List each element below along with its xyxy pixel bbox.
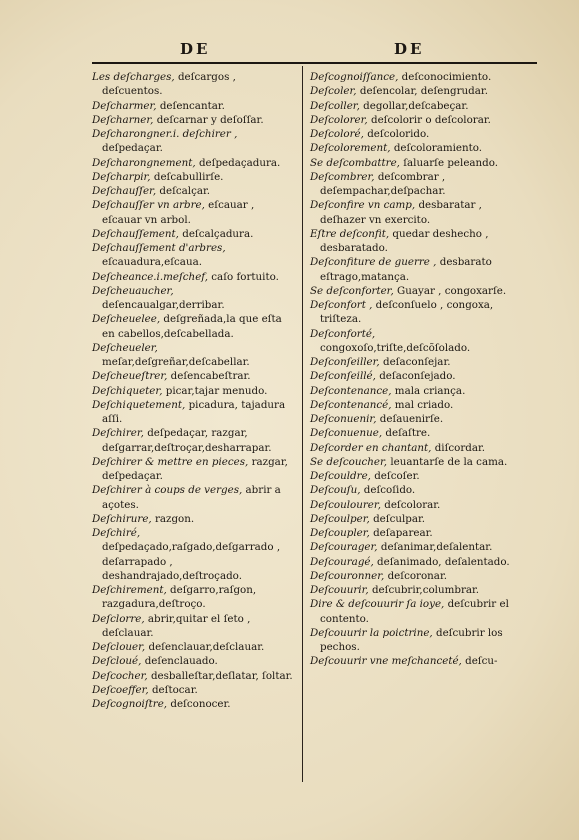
dictionary-entry bbox=[92, 384, 296, 398]
entry-translation: deſaſtre. bbox=[382, 427, 431, 440]
dictionary-entry bbox=[92, 526, 296, 583]
entry-translation: razgar, deſpedaçar. bbox=[102, 455, 288, 482]
entry-headword: Deſcocher, bbox=[92, 669, 148, 682]
dictionary-entry bbox=[310, 355, 514, 369]
entry-translation: mal criado. bbox=[391, 398, 454, 411]
entry-translation: deſgreñada,la que eſta en cabellos,deſcabellada. bbox=[102, 313, 282, 340]
entry-headword: Deſcolorer, bbox=[310, 113, 368, 126]
entry-translation: desballeſtar,deſlatar, ſoltar. bbox=[147, 669, 293, 682]
entry-translation: razgon. bbox=[151, 512, 195, 525]
dictionary-entry bbox=[310, 583, 514, 597]
dictionary-entry bbox=[92, 398, 296, 427]
entry-translation: abrir,quitar el ſeto , deſclauar. bbox=[102, 612, 251, 639]
entry-headword: Deſcouragé, bbox=[310, 555, 374, 568]
entry-headword: Deſconſeillé, bbox=[310, 370, 376, 383]
entry-translation: deſconocimiento. bbox=[398, 71, 492, 83]
entry-translation: deſencabeſtrar. bbox=[167, 370, 251, 383]
entry-translation: Guayar , congoxarſe. bbox=[393, 284, 507, 297]
dictionary-entry bbox=[310, 227, 514, 256]
dictionary-entry bbox=[310, 555, 514, 569]
entry-headword: Deſconuenue, bbox=[310, 427, 383, 440]
entry-headword: Deſchauſſer vn arbre, bbox=[92, 199, 205, 212]
entry-translation: picar,tajar menudo. bbox=[162, 384, 268, 397]
entry-translation: deſcalçadura. bbox=[178, 227, 254, 240]
entry-headword: Deſcheuelee, bbox=[92, 313, 161, 326]
dictionary-entry bbox=[92, 341, 296, 370]
entry-translation: abrir a açotes. bbox=[102, 484, 281, 511]
entry-translation: deſcargos , deſcuentos. bbox=[102, 71, 236, 98]
dictionary-entry bbox=[310, 540, 514, 554]
entry-headword: Deſcloué, bbox=[92, 655, 142, 668]
entry-translation: meſar,deſgreñar,deſcabellar. bbox=[102, 356, 250, 368]
entry-headword: Deſclorre, bbox=[92, 612, 145, 625]
entry-translation: deſencaualgar,derribar. bbox=[102, 299, 225, 311]
entry-translation: degollar,deſcabeçar. bbox=[359, 99, 469, 112]
dictionary-entry bbox=[310, 70, 514, 84]
entry-translation: deſpedaçadura. bbox=[195, 156, 281, 169]
entry-headword: Deſchiqueter, bbox=[92, 384, 163, 397]
entry-translation: deſenclauado. bbox=[141, 655, 218, 668]
entry-translation: deſcoronar. bbox=[384, 569, 448, 582]
entry-translation: eſcauar , eſcauar vn arbol. bbox=[102, 199, 255, 226]
dictionary-entry bbox=[92, 156, 296, 170]
entry-headword: Deſcharongnement, bbox=[92, 156, 196, 169]
entry-headword: Deſcouurir la poictrine, bbox=[310, 626, 433, 639]
entry-headword: Deſcoulper, bbox=[310, 512, 370, 525]
header-left: DE bbox=[180, 40, 211, 58]
entry-translation: deſcoſer. bbox=[370, 470, 420, 482]
entry-translation: desbarato eſtrago,matança. bbox=[320, 256, 492, 283]
left-column bbox=[92, 70, 296, 711]
entry-translation: deſaconſejar. bbox=[379, 356, 451, 368]
dictionary-entry bbox=[92, 612, 296, 641]
header-rule bbox=[92, 62, 537, 64]
entry-translation: diſcordar. bbox=[431, 441, 486, 454]
entry-headword: Dire & deſcouurir ſa ioye, bbox=[310, 598, 445, 611]
dictionary-entry bbox=[92, 455, 296, 484]
entry-headword: Deſchauſſement d'arbres, bbox=[92, 242, 226, 254]
entry-headword: Deſcheueler, bbox=[92, 341, 158, 354]
entry-headword: Deſcharongner.i. deſchirer , bbox=[92, 128, 238, 140]
entry-headword: Deſchiré, bbox=[92, 527, 141, 539]
entry-headword: Deſconfiture de guerre , bbox=[310, 256, 437, 269]
entry-translation: eſcauadura,eſcaua. bbox=[102, 256, 202, 269]
entry-translation: deſpedaçado,raſgado,deſgarrado , deſarrapado , deshandrajado,deſtroçado. bbox=[102, 541, 281, 582]
entry-headword: Deſchirer, bbox=[92, 427, 144, 440]
entry-headword: Deſclouer, bbox=[92, 641, 146, 653]
dictionary-entry bbox=[310, 284, 514, 298]
entry-headword: Deſconſeiller, bbox=[310, 356, 380, 368]
dictionary-entry bbox=[310, 198, 514, 227]
entry-translation: deſenclauar,deſclauar. bbox=[145, 641, 265, 653]
entry-translation: deſencantar. bbox=[156, 99, 225, 112]
entry-headword: Deſcheueſtrer, bbox=[92, 370, 168, 383]
entry-translation: deſcu- bbox=[461, 655, 498, 668]
dictionary-entry bbox=[92, 683, 296, 697]
dictionary-entry bbox=[92, 284, 296, 313]
dictionary-entry bbox=[310, 654, 514, 668]
entry-translation: deſcubrir los pechos. bbox=[320, 626, 503, 653]
dictionary-entry bbox=[310, 455, 514, 469]
dictionary-entry bbox=[92, 512, 296, 526]
entry-translation: deſcoloramiento. bbox=[390, 142, 483, 155]
dictionary-entry bbox=[92, 184, 296, 198]
dictionary-entry bbox=[310, 141, 514, 155]
dictionary-entry bbox=[310, 384, 514, 398]
entry-translation: deſanimado, deſalentado. bbox=[373, 555, 510, 568]
dictionary-entry bbox=[310, 597, 514, 626]
dictionary-entry bbox=[92, 99, 296, 113]
entry-translation: deſcolorido. bbox=[363, 128, 430, 140]
dictionary-entry bbox=[310, 84, 514, 98]
entry-headword: Se deſcoucher, bbox=[310, 455, 388, 468]
entry-headword: Deſcharmer, bbox=[92, 99, 157, 112]
entry-translation: deſcolorir o deſcolorar. bbox=[367, 113, 491, 126]
entry-translation: mala criança. bbox=[391, 384, 466, 397]
entry-headword: Deſcognoiſſance, bbox=[310, 71, 399, 83]
entry-translation: quedar deshecho , desbaratado. bbox=[320, 227, 489, 254]
entry-headword: Deſcharpir, bbox=[92, 170, 151, 183]
entry-headword: Deſcharner, bbox=[92, 113, 154, 126]
dictionary-entry bbox=[310, 512, 514, 526]
entry-headword: Deſcognoiſtre, bbox=[92, 698, 168, 710]
dictionary-entry bbox=[92, 241, 296, 270]
entry-translation: desbaratar , deſhazer vn exercito. bbox=[320, 199, 482, 226]
dictionary-entry bbox=[310, 483, 514, 497]
dictionary-entry bbox=[92, 170, 296, 184]
dictionary-entry bbox=[92, 640, 296, 654]
dictionary-entry bbox=[92, 483, 296, 512]
entry-headword: Deſcouurir vne meſchanceté, bbox=[310, 655, 462, 668]
dictionary-entry bbox=[92, 227, 296, 241]
entry-translation: deſencolar, deſengrudar. bbox=[356, 85, 488, 98]
dictionary-entry bbox=[92, 127, 296, 156]
entry-translation: leuantarſe de la cama. bbox=[387, 455, 508, 468]
entry-translation: deſculpar. bbox=[369, 512, 426, 525]
entry-headword: Deſcouronner, bbox=[310, 569, 385, 582]
entry-headword: Deſcoulourer, bbox=[310, 498, 381, 511]
entry-translation: ſaluarſe peleando. bbox=[399, 156, 499, 169]
entry-headword: Deſchirure, bbox=[92, 512, 152, 525]
dictionary-entry bbox=[310, 426, 514, 440]
entry-translation: deſconſuelo , congoxa, triſteza. bbox=[320, 299, 494, 326]
entry-headword: Deſcoeffer, bbox=[92, 683, 149, 696]
entry-headword: Deſcontenancé, bbox=[310, 398, 392, 411]
dictionary-entry bbox=[310, 99, 514, 113]
entry-translation: deſcolorar. bbox=[380, 498, 441, 511]
dictionary-entry bbox=[310, 255, 514, 284]
entry-translation: deſcombrar , deſempachar,deſpachar. bbox=[320, 170, 446, 197]
dictionary-entry bbox=[92, 113, 296, 127]
dictionary-entry bbox=[92, 70, 296, 99]
entry-translation: deſaparear. bbox=[369, 527, 433, 539]
entry-headword: Deſcoler, bbox=[310, 85, 357, 98]
dictionary-entry bbox=[310, 127, 514, 141]
entry-headword: Eſtre deſconfit, bbox=[310, 227, 390, 240]
dictionary-entry bbox=[92, 369, 296, 383]
entry-headword: Deſchirer & mettre en pieces, bbox=[92, 455, 249, 468]
entry-headword: Deſcourager, bbox=[310, 541, 378, 554]
entry-headword: Deſcorder en chantant, bbox=[310, 441, 432, 454]
entry-translation: deſcabullirſe. bbox=[150, 170, 224, 183]
entry-translation: caſo fortuito. bbox=[208, 270, 279, 283]
dictionary-entry bbox=[310, 626, 514, 655]
dictionary-entry bbox=[92, 583, 296, 612]
dictionary-entry bbox=[92, 198, 296, 227]
entry-translation: deſpedaçar, razgar, deſgarrar,deſtroçar,desharrapar. bbox=[102, 427, 272, 454]
entry-headword: Deſcombrer, bbox=[310, 170, 375, 183]
column-divider bbox=[302, 66, 303, 782]
entry-headword: Deſcheance.i.meſchef, bbox=[92, 270, 209, 283]
entry-headword: Deſcouldre, bbox=[310, 470, 371, 482]
entry-translation: deſcoſido. bbox=[360, 484, 416, 497]
entry-headword: Deſcoloré, bbox=[310, 128, 364, 140]
dictionary-entry bbox=[310, 498, 514, 512]
entry-headword: Deſcontenance, bbox=[310, 384, 392, 397]
dictionary-entry bbox=[92, 270, 296, 284]
entry-headword: Deſchirement, bbox=[92, 584, 167, 596]
entry-translation: deſcubrir el contento. bbox=[320, 598, 509, 625]
entry-translation: deſanimar,deſalentar. bbox=[377, 541, 493, 554]
entry-headword: Deſcoupler, bbox=[310, 527, 370, 539]
entry-headword: Se deſcombattre, bbox=[310, 156, 400, 169]
entry-headword: Deſchauſſer, bbox=[92, 185, 157, 197]
entry-translation: deſpedaçar. bbox=[102, 142, 163, 155]
entry-headword: Deſchiquetement, bbox=[92, 398, 186, 411]
entry-headword: Deſcouurir, bbox=[310, 584, 369, 596]
dictionary-entry bbox=[310, 156, 514, 170]
dictionary-entry bbox=[310, 298, 514, 327]
dictionary-entry bbox=[92, 654, 296, 668]
dictionary-entry bbox=[92, 426, 296, 455]
entry-headword: Les deſcharges, bbox=[92, 71, 175, 83]
dictionary-entry bbox=[310, 569, 514, 583]
dictionary-entry bbox=[92, 697, 296, 711]
entry-headword: Deſcheuaucher, bbox=[92, 284, 174, 297]
dictionary-entry bbox=[310, 327, 514, 356]
entry-headword: Se deſconforter, bbox=[310, 284, 394, 297]
entry-translation: deſtocar. bbox=[148, 683, 198, 696]
entry-translation: deſgarro,raſgon, razgadura,deſtroço. bbox=[102, 584, 257, 611]
dictionary-entry bbox=[92, 312, 296, 341]
entry-translation: picadura, tajadura aſſi. bbox=[102, 398, 286, 425]
entry-headword: Deſconuenir, bbox=[310, 413, 377, 425]
entry-headword: Deſcoller, bbox=[310, 99, 360, 112]
entry-headword: Deſconfire vn camp, bbox=[310, 199, 416, 212]
entry-headword: Deſconfort , bbox=[310, 299, 373, 311]
right-column bbox=[310, 70, 514, 669]
entry-translation: deſcubrir,columbrar. bbox=[368, 584, 480, 596]
entry-headword: Deſcolorement, bbox=[310, 142, 391, 155]
dictionary-entry bbox=[310, 113, 514, 127]
entry-translation: congoxoſo,triſte,deſcõſolado. bbox=[320, 341, 471, 354]
entry-headword: Deſchauſſement, bbox=[92, 227, 179, 240]
dictionary-entry bbox=[310, 398, 514, 412]
entry-translation: deſauenirſe. bbox=[376, 413, 444, 425]
entry-headword: Deſchirer à coups de verges, bbox=[92, 484, 243, 497]
header-right: DE bbox=[394, 40, 425, 58]
dictionary-entry bbox=[310, 369, 514, 383]
entry-translation: deſconocer. bbox=[167, 698, 231, 710]
dictionary-entry bbox=[310, 412, 514, 426]
dictionary-entry bbox=[310, 469, 514, 483]
dictionary-entry bbox=[310, 441, 514, 455]
dictionary-entry bbox=[92, 669, 296, 683]
entry-translation: deſaconſejado. bbox=[375, 370, 456, 383]
dictionary-entry bbox=[310, 526, 514, 540]
entry-headword: Deſconforté, bbox=[310, 327, 376, 340]
dictionary-entry bbox=[310, 170, 514, 199]
entry-headword: Deſcouſu, bbox=[310, 484, 361, 497]
entry-translation: deſcarnar y deſoſſar. bbox=[153, 113, 264, 126]
entry-translation: deſcalçar. bbox=[156, 185, 211, 197]
